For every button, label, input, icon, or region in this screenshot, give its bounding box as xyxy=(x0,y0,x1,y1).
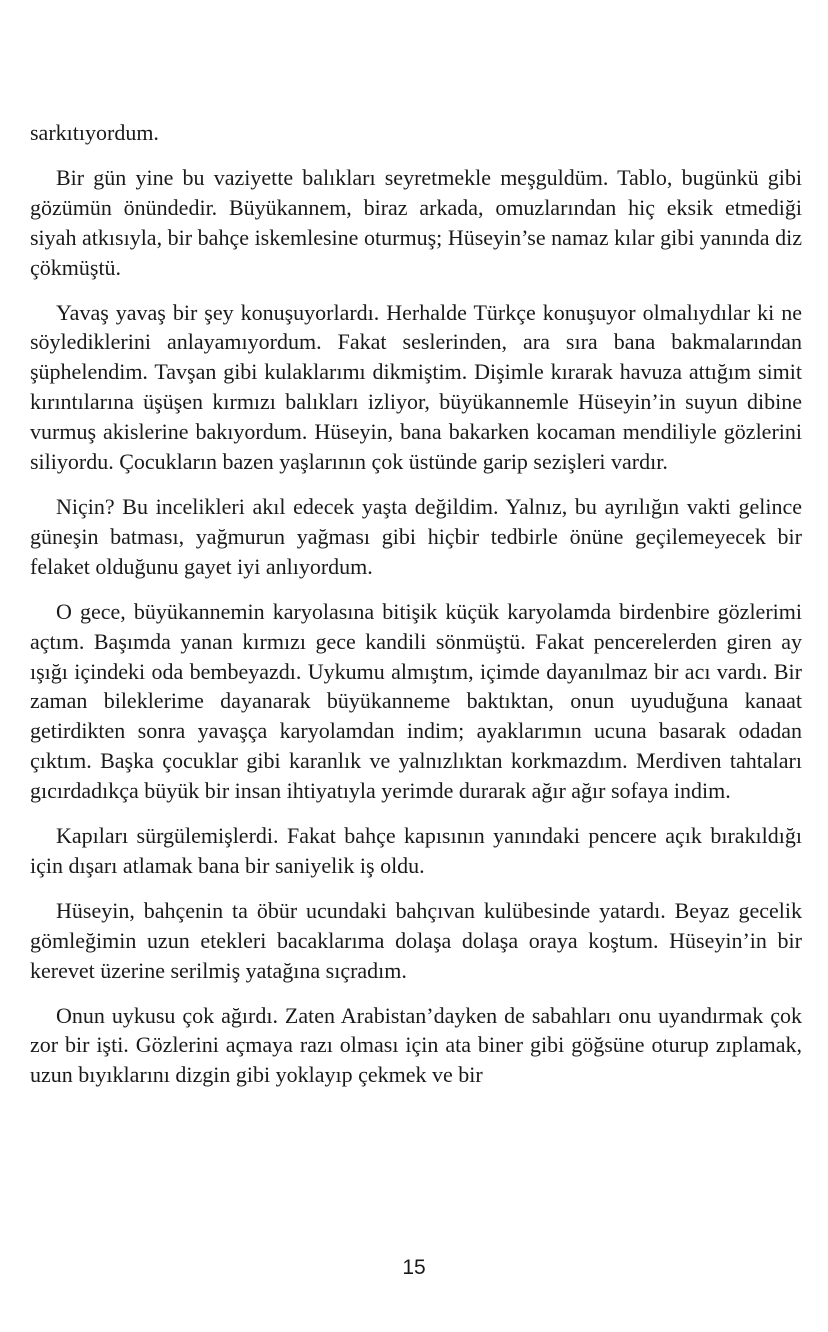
paragraph-1: sarkıtıyordum. xyxy=(30,120,159,145)
paragraph-7: Hüseyin, bahçenin ta öbür ucundaki bahçıvan kulübesinde yatardı. Beyaz gecelik gömleğimin uzun etekleri bacaklarıma dolaşa dolaşa oraya koştum. Hüseyin’in bir kerevet üzerine serilmiş yatağına sıçradım. xyxy=(30,897,802,983)
page-body xyxy=(30,118,802,1105)
paragraph-4: Niçin? Bu incelikleri akıl edecek yaşta değildim. Yalnız, bu ayrılığın vakti gelince güneşin batması, yağmurun yağması gibi hiçbir tedbirle önüne geçilemeyecek bir felaket olduğunu gayet iyi anlıyordum. xyxy=(30,493,802,579)
paragraph-2: Bir gün yine bu vaziyette balıkları seyretmekle meşguldüm. Tablo, bugünkü gibi gözümün önündedir. Büyükannem, biraz arkada, omuzlarından hiç eksik etmediği siyah atkısıyla, bir bahçe iskemlesine oturmuş; Hüseyin’se namaz kılar gibi yanında diz çökmüştü. xyxy=(30,164,802,280)
page-number: 15 xyxy=(402,1256,426,1279)
paragraph-3: Yavaş yavaş bir şey konuşuyorlardı. Herhalde Türkçe konuşuyor olmalıydılar ki ne söylediklerini anlayamıyordum. Fakat seslerinden, ara sıra bana bakmalarından şüphelendim. Tavşan gibi kulaklarımı dikmiştim. Dişimle kırarak havuza attığım simit kırıntılarına üşüşen kırmızı balıkları izliyor, büyükannemle Hüseyin’in suyun dibine vurmuş akislerine bakıyordum. Hüseyin, bana bakarken kocaman mendiliyle gözlerini siliyordu. Çocukların bazen yaşlarının çok üstünde garip sezişleri vardır. xyxy=(30,299,802,475)
paragraph-8: Onun uykusu çok ağırdı. Zaten Arabistan’dayken de sabahları onu uyandırmak çok zor bir işti. Gözlerini açmaya razı olması için ata biner gibi göğsüne oturup zıplamak, uzun bıyıklarını dizgin gibi yoklayıp çekmek ve bir xyxy=(30,1002,802,1088)
paragraph-5: O gece, büyükannemin karyolasına bitişik küçük karyolamda birdenbire gözlerimi açtım. Başımda yanan kırmızı gece kandili sönmüştü. Fakat pencerelerden giren ay ışığı içindeki oda bembeyazdı. Uykumu almıştım, içimde dayanılmaz bir acı vardı. Bir zaman bileklerime dayanarak büyükanneme baktıktan, onun uyuduğuna kanaat getirdikten sonra yavaşça karyolamdan indim; ayaklarımın ucuna basarak odadan çıktım. Başka çocuklar gibi karanlık ve yalnızlıktan korkmazdım. Merdiven tahtaları gıcırdadıkça büyük bir insan ihtiyatıyla yerimde durarak ağır ağır sofaya indim. xyxy=(30,598,802,804)
paragraph-6: Kapıları sürgülemişlerdi. Fakat bahçe kapısının yanındaki pencere açık bırakıldığı için dışarı atlamak bana bir saniyelik iş oldu. xyxy=(30,823,802,878)
